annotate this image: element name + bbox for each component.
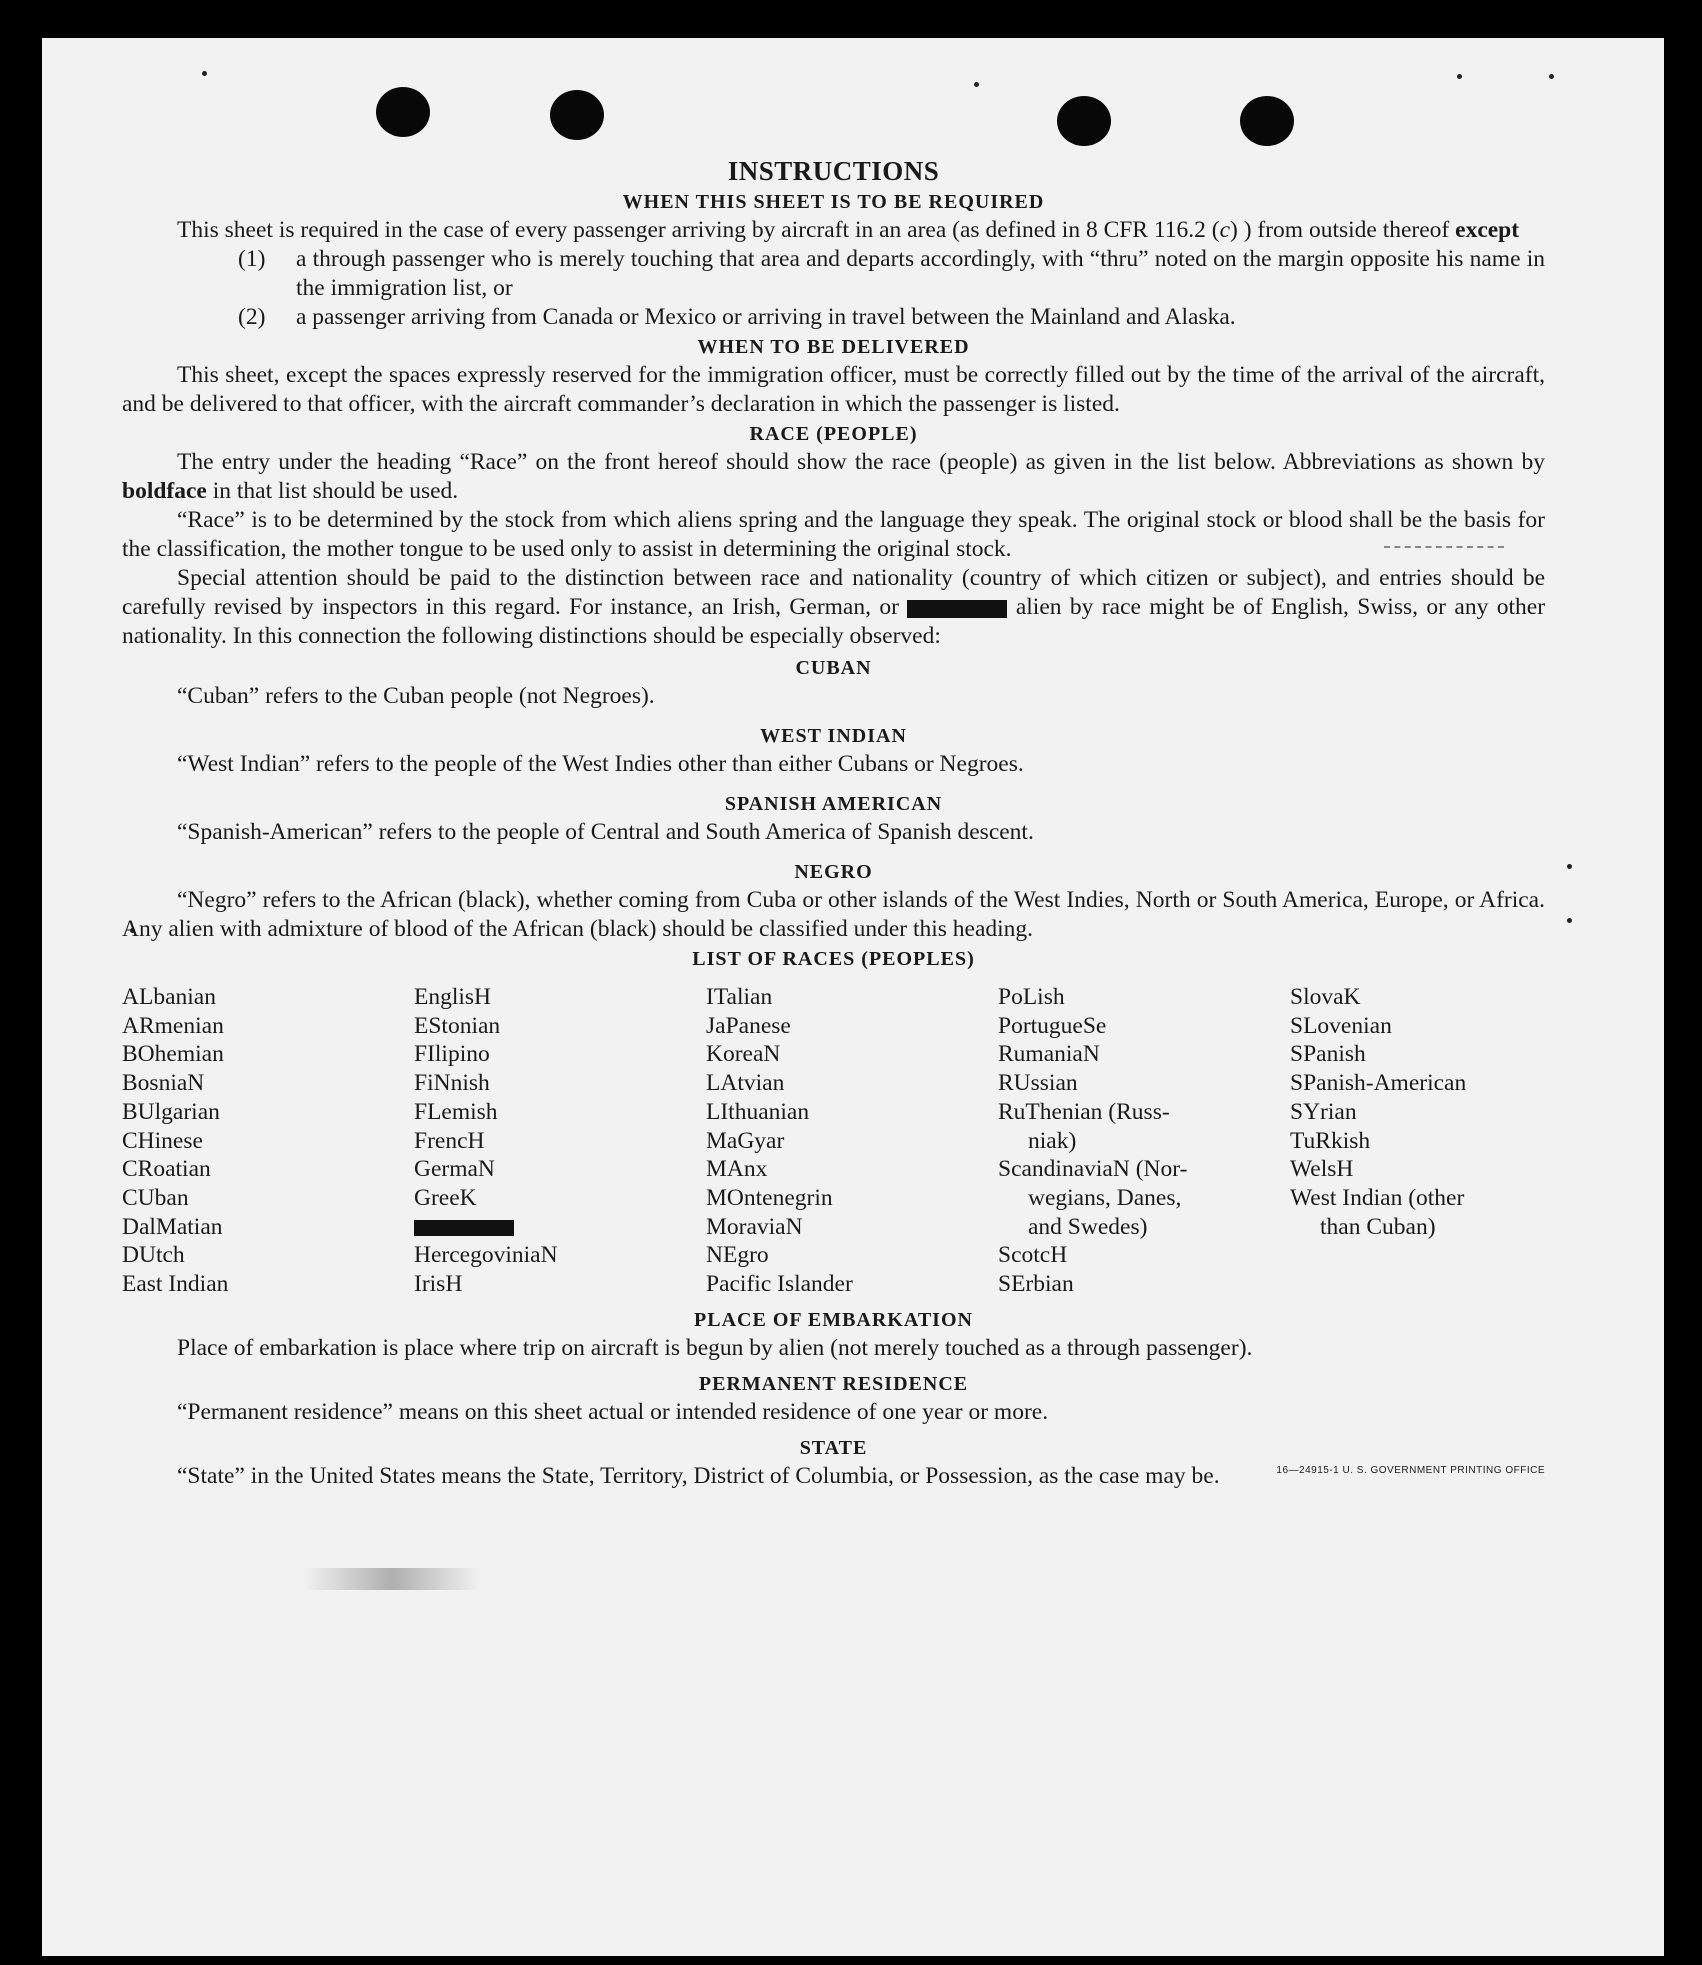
race-entry: Pacific Islander xyxy=(706,1271,853,1298)
speck xyxy=(1567,918,1572,923)
race-entry: RuThenian (Russ- xyxy=(998,1098,1170,1125)
race-entry-continued: wegians, Danes, xyxy=(1028,1184,1182,1211)
delivered-text: This sheet, except the spaces expressly reserved for the immigration officer, must be correctly filled out by the time of the arrival of the aircraft, and be delivered to that officer, with the aircraft commander’s declaration in which the passenger is listed. xyxy=(122,362,1545,417)
races-column-4 xyxy=(998,983,1290,1299)
race-entry: SPanish-American xyxy=(1290,1070,1467,1097)
section-heading-west-indian: WEST INDIAN xyxy=(760,725,907,747)
speck xyxy=(1457,74,1462,79)
section-heading-required: WHEN THIS SHEET IS TO BE REQUIRED xyxy=(622,191,1045,213)
required-item: (1) a through passenger who is merely touching that area and departs accordingly, with “thru” noted on the margin opposite his name in the immigration list, or xyxy=(238,246,1545,301)
section-heading-race: RACE (PEOPLE) xyxy=(749,423,918,445)
race-entry: PortugueSe xyxy=(998,1012,1107,1039)
race-entry: MoraviaN xyxy=(706,1213,803,1240)
race-entry: RUssian xyxy=(998,1070,1078,1097)
west-indian-text: “West Indian” refers to the people of the West Indies other than either Cubans or Negroes. xyxy=(177,751,1024,777)
race-entry: MOntenegrin xyxy=(706,1184,833,1211)
section-heading-negro: NEGRO xyxy=(794,861,873,883)
document-sheet xyxy=(42,38,1664,1956)
punch-hole xyxy=(550,90,604,140)
race-entry: East Indian xyxy=(122,1271,229,1298)
race-entry: ALbanian xyxy=(122,984,216,1010)
section-heading-spanish-american: SPANISH AMERICAN xyxy=(724,793,943,815)
smudge xyxy=(302,1568,482,1590)
race-entry: CRoatian xyxy=(122,1156,211,1183)
redaction-mark xyxy=(414,1220,514,1236)
redacted-race-entry xyxy=(414,1213,706,1242)
race-entry: JaPanese xyxy=(706,1012,791,1039)
races-list xyxy=(122,983,1545,1299)
speck xyxy=(202,71,207,76)
race-entry: ScotcH xyxy=(998,1242,1068,1269)
race-entry: ARmenian xyxy=(122,1012,224,1039)
races-column-2 xyxy=(414,983,706,1299)
residence-text: “Permanent residence” means on this sheet actual or intended residence of one year or more. xyxy=(177,1398,1049,1425)
page-title: INSTRUCTIONS xyxy=(727,156,940,186)
spanish-american-text: “Spanish-American” refers to the people of Central and South America of Spanish descent. xyxy=(177,819,1034,845)
section-heading-list-of-races: LIST OF RACES (PEOPLES) xyxy=(692,948,975,970)
race-entry: ITalian xyxy=(706,984,773,1010)
state-text: “State” in the United States means the State, Territory, District of Columbia, or Possession, as the case may be. xyxy=(177,1462,1220,1489)
race-entry: CHinese xyxy=(122,1127,203,1154)
cuban-text: “Cuban” refers to the Cuban people (not Negroes). xyxy=(177,683,655,709)
race-paragraph-3: Special attention should be paid to the distinction between race and nationality (country of which citizen or subject), and entries should be carefully revised by inspectors in this regard. For instance, an Irish, German, or alien by race might be of English, Swiss, or any other nationality. In this connection the following distinctions should be especially observed: xyxy=(122,565,1546,649)
race-entry: BOhemian xyxy=(122,1041,224,1068)
race-entry: ScandinaviaN (Nor- xyxy=(998,1156,1188,1183)
race-entry: MaGyar xyxy=(706,1127,785,1154)
race-entry: HercegoviniaN xyxy=(414,1242,558,1269)
race-entry: BUlgarian xyxy=(122,1098,220,1125)
punch-hole xyxy=(376,87,430,137)
race-entry: GermaN xyxy=(414,1156,495,1183)
race-paragraph-1: The entry under the heading “Race” on the front hereof should show the race (people) as given in the list below. Abbreviations as shown by boldface in that list should be used. xyxy=(122,449,1545,504)
race-entry: SErbian xyxy=(998,1271,1074,1298)
race-entry: FrencH xyxy=(414,1127,485,1154)
race-entry: TuRkish xyxy=(1290,1127,1371,1154)
printer-imprint: 16—24915-1 U. S. GOVERNMENT PRINTING OFFICE xyxy=(1276,1464,1545,1476)
negro-text: “Negro” refers to the African (black), whether coming from Cuba or other islands of the West Indies, North or South America, Europe, or Africa. Any alien with admixture of blood of the African (black) should be classified under this heading. xyxy=(122,887,1545,942)
redaction-mark xyxy=(907,600,1007,618)
speck xyxy=(1549,74,1554,79)
race-entry: EStonian xyxy=(414,1012,501,1039)
punch-hole xyxy=(1240,96,1294,146)
race-entry: NEgro xyxy=(706,1242,769,1269)
race-entry: DalMatian xyxy=(122,1213,223,1240)
race-entry: KoreaN xyxy=(706,1041,781,1068)
race-entry: FiNnish xyxy=(414,1070,490,1097)
race-entry: GreeK xyxy=(414,1184,477,1211)
section-heading-cuban: CUBAN xyxy=(795,657,872,679)
speck xyxy=(974,82,979,87)
races-column-3 xyxy=(706,983,998,1299)
race-entry: DUtch xyxy=(122,1242,185,1269)
race-entry: SlovaK xyxy=(1290,984,1361,1010)
race-entry: PoLish xyxy=(998,984,1065,1010)
punch-hole xyxy=(1057,96,1111,146)
races-column-5 xyxy=(1290,983,1545,1299)
race-entry-continued: niak) xyxy=(1028,1127,1077,1154)
race-entry: FLemish xyxy=(414,1098,498,1125)
race-entry: MAnx xyxy=(706,1156,768,1183)
section-heading-residence: PERMANENT RESIDENCE xyxy=(698,1372,969,1395)
race-entry: West Indian (other xyxy=(1290,1184,1465,1211)
race-entry: BosniaN xyxy=(122,1070,205,1097)
race-entry-continued: and Swedes) xyxy=(1028,1213,1148,1240)
race-entry: IrisH xyxy=(414,1271,463,1298)
section-heading-embarkation: PLACE OF EMBARKATION xyxy=(694,1308,973,1331)
instructions-body xyxy=(122,156,1545,1501)
race-entry: CUban xyxy=(122,1184,189,1211)
race-entry: EnglisH xyxy=(414,984,492,1010)
race-entry: SLovenian xyxy=(1290,1012,1392,1039)
race-entry: SYrian xyxy=(1290,1098,1357,1125)
embarkation-text: Place of embarkation is place where trip on aircraft is begun by alien (not merely touched as a through passenger). xyxy=(177,1334,1253,1361)
race-entry: SPanish xyxy=(1290,1041,1366,1068)
race-entry: LIthuanian xyxy=(706,1098,810,1125)
races-column-1 xyxy=(122,983,414,1299)
section-heading-delivered: WHEN TO BE DELIVERED xyxy=(697,336,970,358)
race-entry: WelsH xyxy=(1290,1156,1354,1183)
race-entry: RumaniaN xyxy=(998,1041,1100,1068)
speck xyxy=(1567,864,1572,869)
section-heading-state: STATE xyxy=(799,1436,868,1459)
required-intro: This sheet is required in the case of every passenger arriving by aircraft in an area (as defined in 8 CFR 116.2 (c) ) from outside thereof except xyxy=(177,217,1520,243)
race-entry: LAtvian xyxy=(706,1070,785,1097)
race-entry: FIlipino xyxy=(414,1041,490,1068)
race-entry-continued: than Cuban) xyxy=(1320,1213,1436,1240)
required-item: (2) a passenger arriving from Canada or Mexico or arriving in travel between the Mainland and Alaska. xyxy=(238,304,1236,330)
race-paragraph-2: “Race” is to be determined by the stock from which aliens spring and the language they speak. The original stock or blood shall be the basis for the classification, the mother tongue to be used only to assist in determining the original stock. xyxy=(122,507,1545,562)
